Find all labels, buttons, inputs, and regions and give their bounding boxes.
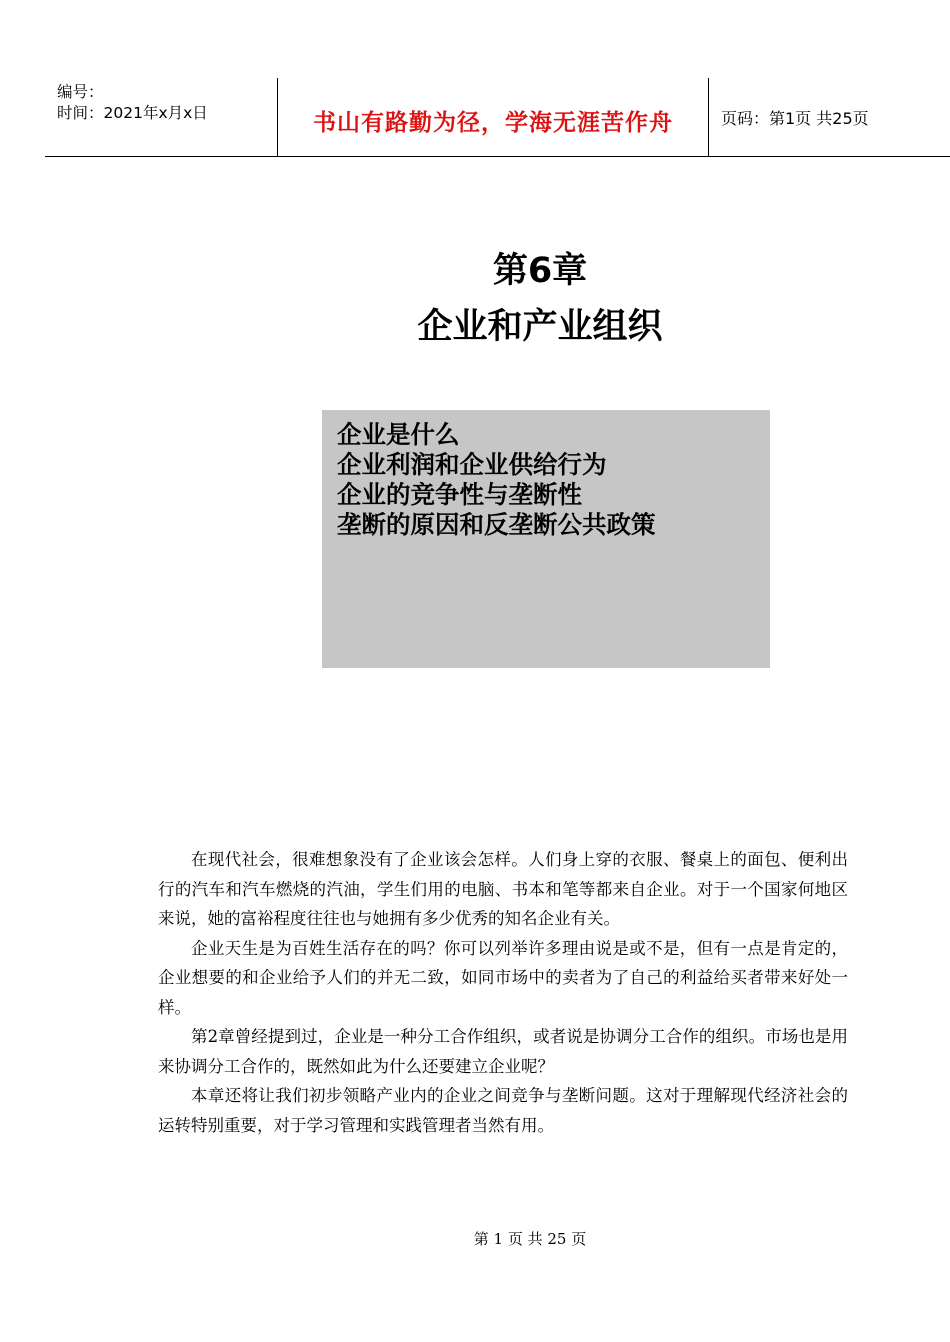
header-meta: [45, 78, 278, 156]
chapter-number: 第6章: [492, 251, 588, 291]
chapter-heading: [0, 246, 950, 352]
topic-item: 企业是什么: [337, 420, 460, 449]
chapter-title: 企业和产业组织: [417, 307, 663, 347]
paragraph: 企业天生是为百姓生活存在的吗？你可以列举许多理由说是或不是，但有一点是肯定的，企业想要的和企业给予人们的并无二致，如同市场中的卖者为了自己的利益给买者带来好处一样。: [158, 938, 848, 1017]
header-motto: 书山有路勤为径，学海无涯苦作舟: [278, 78, 709, 156]
document-time-label: 时间：2021年x月x日: [57, 104, 208, 122]
topic-item: 垄断的原因和反垄断公共政策: [337, 510, 656, 539]
paragraph: 第2章曾经提到过，企业是一种分工合作组织，或者说是协调分工合作的组织。市场也是用来协调分工合作的，既然如此为什么还要建立企业呢？: [158, 1027, 848, 1076]
paragraph: 本章还将让我们初步领略产业内的企业之间竞争与垄断问题。这对于理解现代经济社会的运转特别重要，对于学习管理和实践管理者当然有用。: [158, 1086, 848, 1135]
topic-item: 企业的竞争性与垄断性: [337, 480, 582, 509]
header-page-label: 页码：第1页 共25页: [721, 109, 869, 128]
paragraph: 在现代社会，很难想象没有了企业该会怎样。人们身上穿的衣服、餐桌上的面包、便利出行的汽车和汽车燃烧的汽油，学生们用的电脑、书本和笔等都来自企业。对于一个国家何地区来说，她的富裕程度往往也与她拥有多少优秀的知名企业有关。: [158, 850, 848, 928]
page-header: [45, 78, 950, 157]
topic-list: [322, 410, 770, 540]
chapter-topics-box: [322, 410, 770, 668]
body-text: [158, 845, 848, 1140]
page-footer: 第 1 页 共 25 页: [473, 1230, 587, 1248]
topic-item: 企业利润和企业供给行为: [337, 450, 607, 479]
document-number-label: 编号：: [57, 83, 104, 101]
